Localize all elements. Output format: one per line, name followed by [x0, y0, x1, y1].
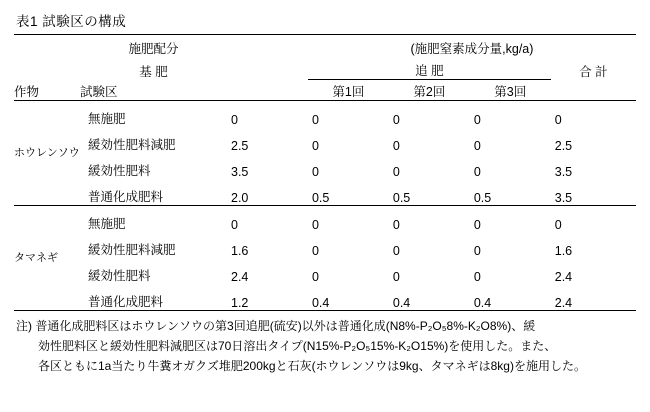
t3-value: 0	[473, 113, 481, 127]
base-value: 0	[231, 218, 238, 232]
base-value: 0	[231, 113, 238, 127]
header-spacer-6	[551, 80, 636, 101]
table-row	[14, 232, 636, 258]
base-value: 2.4	[231, 270, 249, 284]
table-row	[14, 258, 636, 284]
header-topdress: 追 肥	[308, 57, 551, 80]
bottom-rule	[14, 310, 636, 311]
header-t1: 第1回	[332, 85, 365, 99]
t1-value: 0.5	[311, 191, 330, 205]
note-line-2: 効性肥料区と緩効性肥料減肥区は70日溶出タイプ(N15%-P₂O₅15%-K₂O15%)を使用した。また、	[38, 338, 557, 353]
t2-value: 0	[392, 244, 400, 258]
table-notes	[14, 317, 636, 376]
table-row	[14, 206, 636, 233]
total-value: 2.4	[554, 296, 573, 310]
plot-label: 普通化成肥料	[88, 295, 164, 309]
t1-value: 0	[311, 139, 319, 153]
header-spacer-5	[227, 80, 308, 101]
header-spacer-1	[14, 35, 80, 57]
total-value: 0	[554, 113, 562, 127]
header-category-row	[14, 57, 636, 80]
t3-value: 0.5	[473, 191, 492, 205]
header-column-row	[14, 80, 636, 101]
plot-label: 無施肥	[88, 112, 126, 126]
plot-label: 緩効性肥料	[88, 164, 151, 178]
crop-cell	[14, 206, 80, 311]
base-value: 2.0	[231, 191, 249, 205]
plot-label: 普通化成肥料	[88, 190, 164, 204]
note-line-3: 各区ともに1a当たり牛糞オガクズ堆肥200kgと石灰(ホウレンソウは9kg、タマネギは8kg)を施用した。	[38, 358, 586, 373]
plot-label: 緩効性肥料	[88, 269, 151, 283]
t3-value: 0	[473, 244, 481, 258]
table-title: 表1 試験区の構成	[16, 14, 127, 29]
table-row	[14, 153, 636, 179]
total-value: 0	[554, 218, 562, 232]
t3-value: 0	[473, 270, 481, 284]
header-total: 合 計	[579, 64, 608, 79]
base-value: 1.2	[231, 296, 249, 310]
total-value: 3.5	[554, 191, 573, 205]
header-group-row	[14, 35, 636, 57]
header-spacer-3	[14, 57, 80, 80]
t2-value: 0	[392, 113, 400, 127]
total-value: 1.6	[554, 244, 573, 258]
t3-value: 0	[473, 139, 481, 153]
t1-value: 0	[311, 165, 319, 179]
t2-value: 0.4	[392, 296, 411, 310]
base-value: 2.5	[231, 139, 249, 153]
total-value: 2.5	[554, 139, 573, 153]
crop-cell	[14, 101, 80, 206]
t1-value: 0	[311, 218, 319, 232]
table-row	[14, 101, 636, 128]
base-value: 3.5	[231, 165, 249, 179]
plot-label: 緩効性肥料減肥	[88, 138, 176, 152]
header-crop: 作物	[14, 85, 40, 99]
t1-value: 0.4	[311, 296, 330, 310]
note-line-1: 注) 普通化成肥料区はホウレンソウの第3回追肥(硫安)以外は普通化成(N8%-P₂O₅8%-K₂O8%)、緩	[16, 319, 536, 333]
table-row	[14, 284, 636, 310]
header-spacer-2	[227, 35, 308, 57]
t2-value: 0	[392, 270, 400, 284]
t2-value: 0	[392, 165, 400, 179]
composition-table	[14, 35, 636, 310]
crop-label: タマネギ	[14, 251, 58, 264]
t3-value: 0.4	[473, 296, 492, 310]
t2-value: 0	[392, 139, 400, 153]
t2-value: 0.5	[392, 191, 411, 205]
total-value: 3.5	[554, 165, 573, 179]
header-t3: 第3回	[494, 85, 527, 99]
t3-value: 0	[473, 165, 481, 179]
header-base: 基 肥	[139, 64, 168, 79]
table-row	[14, 179, 636, 205]
t2-value: 0	[392, 218, 400, 232]
header-group-right: (施肥窒素成分量,kg/a)	[410, 42, 534, 56]
header-spacer-4	[227, 57, 308, 80]
t3-value: 0	[473, 218, 481, 232]
header-plot: 試験区	[80, 85, 118, 99]
base-value: 1.6	[231, 244, 249, 258]
t1-value: 0	[311, 113, 319, 127]
plot-label: 無施肥	[88, 217, 126, 231]
header-t2: 第2回	[413, 85, 446, 99]
t1-value: 0	[311, 244, 319, 258]
crop-label: ホウレンソウ	[14, 146, 80, 159]
plot-label: 緩効性肥料減肥	[88, 243, 176, 257]
total-value: 2.4	[554, 270, 573, 284]
t1-value: 0	[311, 270, 319, 284]
table-row	[14, 127, 636, 153]
header-group-left: 施肥配分	[128, 42, 179, 56]
